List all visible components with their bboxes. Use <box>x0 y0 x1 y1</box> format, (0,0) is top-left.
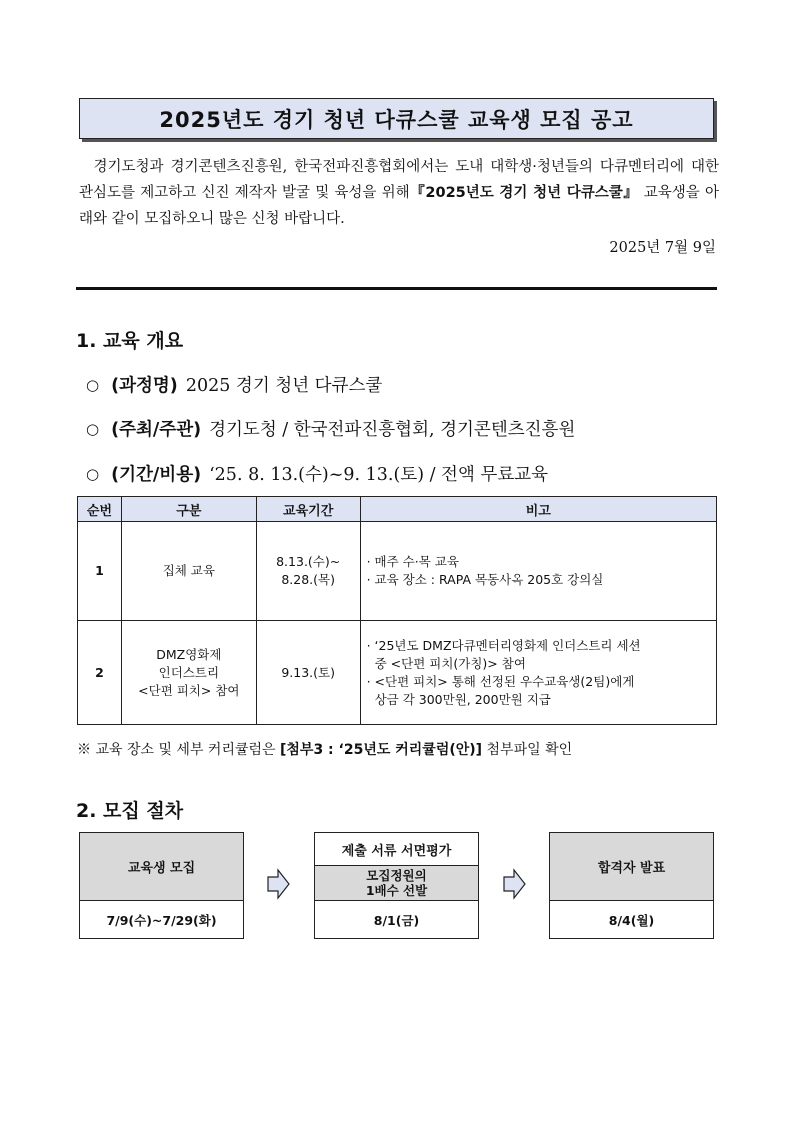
schedule-table <box>77 496 717 725</box>
row-category: 집체 교육 <box>121 522 256 621</box>
step-subtitle-line: 1배수 선발 <box>365 883 428 898</box>
footnote-prefix: ※ 교육 장소 및 세부 커리큘럼은 <box>77 742 280 758</box>
note-line: 중 <단편 피치(가칭)> 참여 <box>374 655 526 671</box>
step-subtitle <box>315 866 478 900</box>
bullet-period-cost <box>86 461 548 486</box>
col-header-notes: 비고 <box>360 497 716 522</box>
note-line: · 교육 장소 : RAPA 목동사옥 205호 강의실 <box>366 572 604 587</box>
step-date: 7/9(수)~7/29(화) <box>106 913 217 928</box>
section-1-heading: 1. 교육 개요 <box>76 330 184 352</box>
footnote-suffix: 첨부파일 확인 <box>482 742 573 758</box>
bullet-course-name <box>86 372 382 397</box>
row-notes <box>360 522 716 621</box>
note-line: · <단편 피치> 통해 선정된 우수교육생(2팀)에게 <box>366 673 635 689</box>
bullet-label: (주최/주관) <box>111 420 202 440</box>
period-line: 8.28.(목) <box>281 572 335 587</box>
col-header-category: 구분 <box>121 497 256 522</box>
row-notes <box>360 621 716 725</box>
category-line: DMZ영화제 <box>156 646 222 662</box>
announcement-date: 2025년 7월 9일 <box>609 240 716 256</box>
step-title: 합격자 발표 <box>550 833 713 901</box>
bullet-text: 경기도청 / 한국전파진흥협회, 경기콘텐츠진흥원 <box>209 420 576 440</box>
col-header-number: 순번 <box>78 497 122 522</box>
table-row <box>78 621 717 725</box>
row-number: 2 <box>78 621 122 725</box>
footnote-attachment: [첨부3 : ‘25년도 커리큘럼(안)] <box>280 742 483 758</box>
intro-paragraph <box>79 154 719 232</box>
circle-bullet-icon: ○ <box>86 464 100 483</box>
bullet-text: ‘25. 8. 13.(수)~9. 13.(토) / 전액 무료교육 <box>209 465 549 485</box>
page-title: 2025년도 경기 청년 다큐스쿨 교육생 모집 공고 <box>79 98 714 139</box>
step-subtitle-line: 모집정원의 <box>366 868 427 883</box>
table-header-row <box>78 497 717 522</box>
right-arrow-icon <box>502 868 526 900</box>
step-announcement <box>549 832 714 939</box>
step-title: 교육생 모집 <box>80 833 243 901</box>
row-number: 1 <box>78 522 122 621</box>
step-date: 8/4(월) <box>608 913 655 928</box>
bullet-label: (과정명) <box>111 376 178 396</box>
row-period: 9.13.(토) <box>256 621 360 725</box>
col-header-period: 교육기간 <box>256 497 360 522</box>
section-2-heading: 2. 모집 절차 <box>76 800 184 822</box>
row-category <box>121 621 256 725</box>
step-title: 제출 서류 서면평가 <box>315 833 478 866</box>
divider <box>76 287 717 290</box>
step-document-review <box>314 832 479 939</box>
category-line: 인더스트리 <box>158 664 220 680</box>
step-title-block <box>315 833 478 901</box>
bullet-organizer <box>86 416 575 441</box>
table-row <box>78 522 717 621</box>
row-period <box>256 522 360 621</box>
note-line: · ‘25년도 DMZ다큐멘터리영화제 인더스트리 세션 <box>366 637 641 653</box>
intro-text-1: 경기도청과 경기콘텐츠진흥원, 한국전파진흥협회에서는 도내 대학생·청년들의 다큐멘터리에 대한 관심도를 제고하고 신진 제작자 발굴 및 육성을 위해 <box>79 159 719 201</box>
category-line: <단편 피치> 참여 <box>138 682 240 698</box>
step-recruitment <box>79 832 244 939</box>
note-line: · 매주 수·목 교육 <box>366 554 459 569</box>
footnote <box>77 739 572 759</box>
circle-bullet-icon: ○ <box>86 419 100 438</box>
note-line: 상금 각 300만원, 200만원 지급 <box>374 691 551 707</box>
circle-bullet-icon: ○ <box>86 375 100 394</box>
intro-text-2: 교육생을 아래와 같이 모집하오니 많은 신청 바랍니다. <box>79 185 719 227</box>
bullet-label: (기간/비용) <box>111 465 202 485</box>
intro-program-name: 『2025년도 경기 청년 다큐스쿨』 <box>409 185 639 201</box>
step-date: 8/1(금) <box>373 913 420 928</box>
period-line: 8.13.(수)~ <box>276 554 341 569</box>
bullet-text: 2025 경기 청년 다큐스쿨 <box>185 376 383 396</box>
right-arrow-icon <box>266 868 290 900</box>
